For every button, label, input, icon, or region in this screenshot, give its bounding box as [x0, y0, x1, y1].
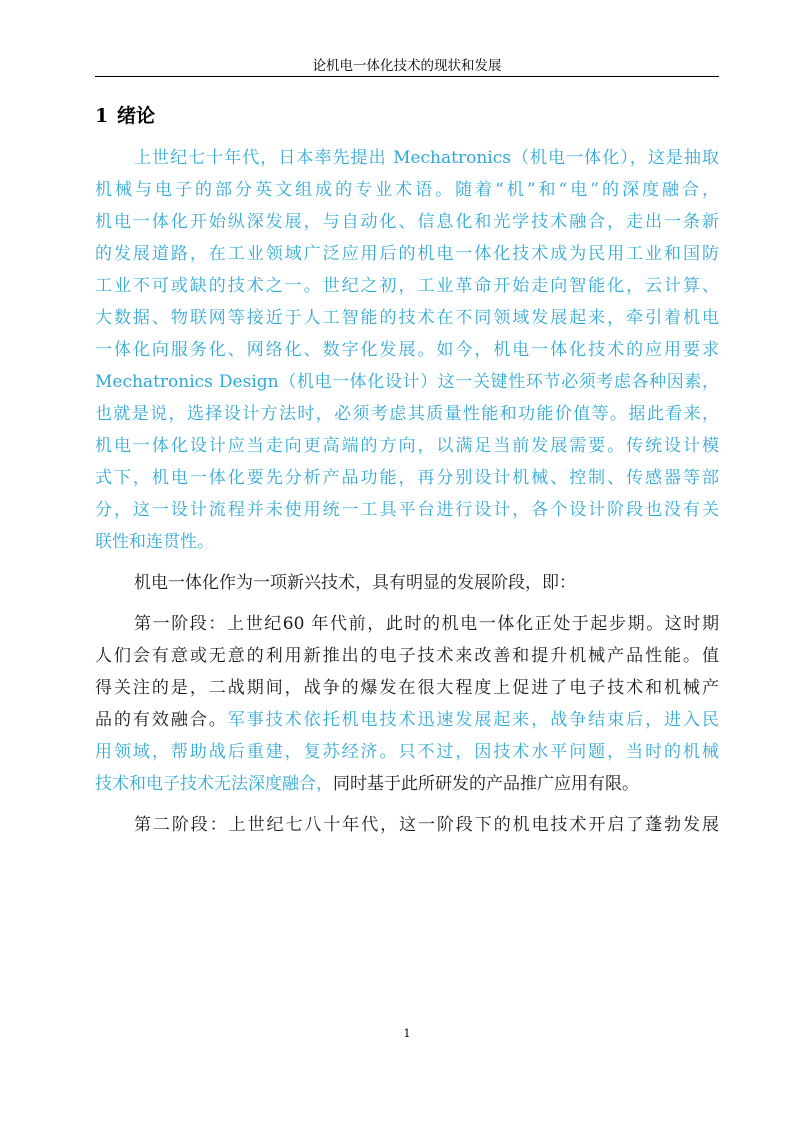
paragraph-3-line-1: 第一阶段：上世纪60 年代前，此时的机电一体化正处于起步期。这时期 [134, 614, 719, 634]
paragraph-1-line-10: 机电一体化设计应当走向更高端的方向，以满足当前发展需要。传统设计模 [95, 436, 719, 456]
paragraph-1-line-12: 分，这一设计流程并未使用统一工具平台进行设计，各个设计阶段也没有关 [95, 500, 719, 520]
section-number: 1 [95, 105, 109, 127]
paragraph-1-line-4: 的发展道路，在工业领域广泛应用后的机电一体化技术成为民用工业和国防 [95, 244, 719, 264]
header-rule [95, 76, 719, 77]
paragraph-3-line-2: 人们会有意或无意的利用新推出的电子技术来改善和提升机械产品性能。值 [95, 646, 719, 666]
section-title: 绪论 [117, 105, 156, 127]
paragraph-1-line-1: 上世纪七十年代，日本率先提出 Mechatronics（机电一体化），这是抽取 [134, 148, 719, 168]
paragraph-3-line-6 [95, 768, 719, 800]
page-number: 1 [403, 1027, 411, 1040]
paragraph-1-line-2: 机械与电子的部分英文组成的专业术语。随着“机”和“电”的深度融合， [95, 180, 719, 200]
paragraph-3-line-6-blue: 技术和电子技术无法深度融合， [95, 774, 333, 794]
paragraph-1-line-8: Mechatronics Design（机电一体化设计）这一关键性环节必须考虑各种因素， [95, 372, 719, 392]
paragraph-1-line-5: 工业不可或缺的技术之一。世纪之初，工业革命开始走向智能化，云计算、 [95, 276, 719, 296]
paragraph-1-line-9: 也就是说，选择设计方法时，必须考虑其质量性能和功能价值等。据此看来， [95, 404, 719, 424]
paragraph-1-line-3: 机电一体化开始纵深发展，与自动化、信息化和光学技术融合，走出一条新 [95, 212, 719, 232]
paragraph-1-line-6: 大数据、物联网等接近于人工智能的技术在不同领域发展起来，牵引着机电 [95, 308, 719, 328]
paragraph-3-line-4 [95, 704, 719, 736]
paragraph-3-line-4-blue: 军事技术依托机电技术迅速发展起来，战争结束后，进入民 [227, 710, 719, 730]
paragraph-4-line-1: 第二阶段：上世纪七八十年代，这一阶段下的机电技术开启了蓬勃发展 [134, 815, 719, 835]
paragraph-3-line-5: 用领域，帮助战后重建，复苏经济。只不过，因技术水平问题，当时的机械 [95, 742, 719, 762]
section-heading [95, 101, 155, 131]
paragraph-2-line-1: 机电一体化作为一项新兴技术，具有明显的发展阶段，即： [134, 573, 576, 593]
running-header: 论机电一体化技术的现状和发展 [312, 58, 502, 74]
paragraph-3-line-3: 得关注的是，二战期间，战争的爆发在很大程度上促进了电子技术和机械产 [95, 678, 719, 698]
paragraph-1-line-11: 式下，机电一体化要先分析产品功能，再分别设计机械、控制、传感器等部 [95, 468, 719, 488]
paragraph-1-line-7: 一体化向服务化、网络化、数字化发展。如今，机电一体化技术的应用要求 [95, 340, 719, 360]
paragraph-3-line-6-black: 同时基于此所研发的产品推广应用有限。 [333, 774, 639, 794]
paragraph-3-line-4-black: 品的有效融合。 [95, 710, 228, 730]
paragraph-1-line-13: 联性和连贯性。 [95, 532, 214, 552]
